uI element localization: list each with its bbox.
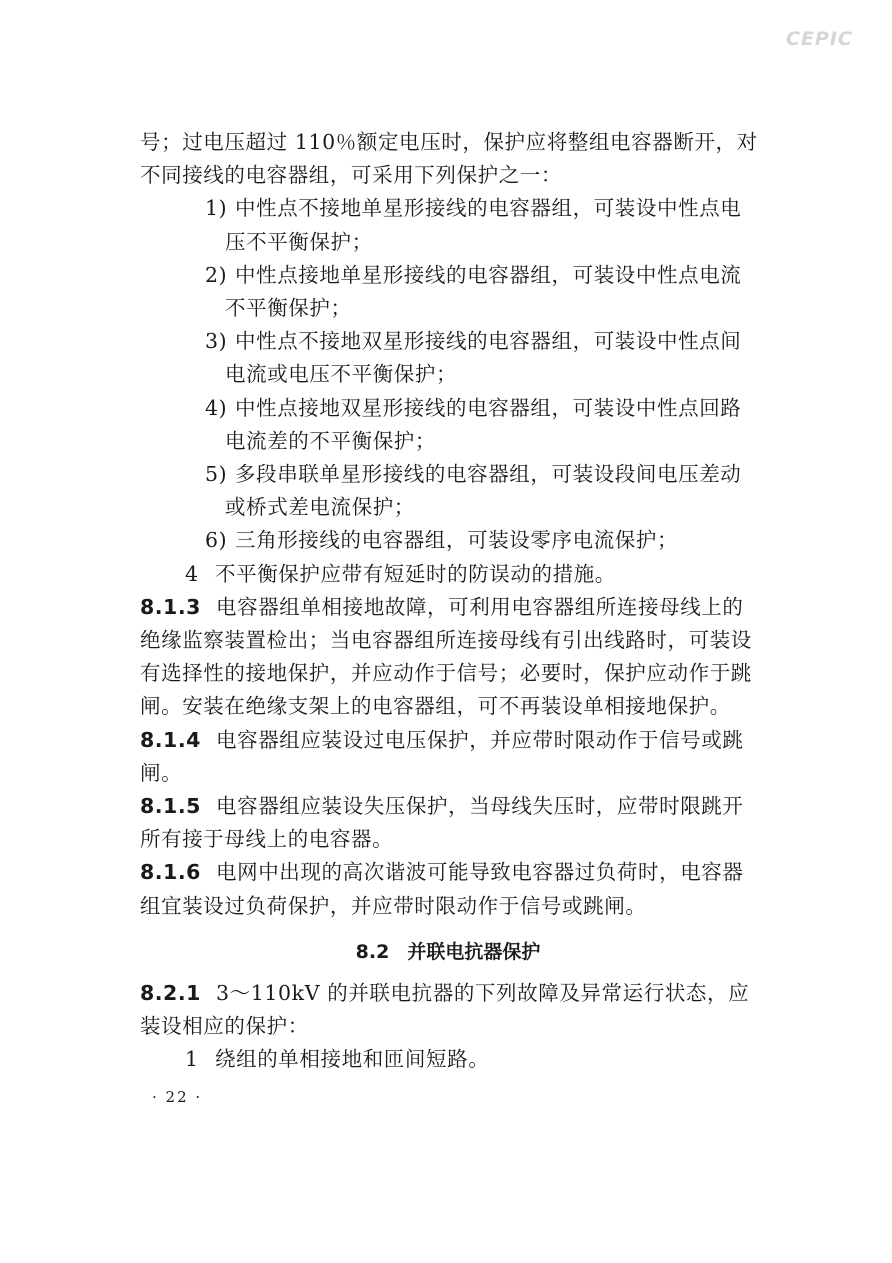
paragraph-line: 所有接于母线上的电容器。 [140,827,394,852]
list-item-text: 压不平衡保护； [225,229,373,254]
clause-number: 8.1.5 [140,794,201,819]
section-heading [140,937,756,967]
list-item [140,524,756,557]
list-item [140,392,756,425]
list-item-continuation [140,226,756,259]
clause-number: 8.1.6 [140,860,201,885]
list-item-continuation [140,358,756,391]
clause-text: 电网中出现的高次谐波可能导致电容器过负荷时，电容器 [216,860,744,885]
clause-text: 电容器组应装设失压保护，当母线失压时，应带时限跳开 [216,794,744,819]
list-item [140,192,756,225]
paragraph-line: 不同接线的电容器组，可采用下列保护之一： [140,163,562,188]
numbered-point [140,1043,756,1076]
list-item-number: 2) [205,262,228,287]
section-number: 8.2 [355,940,390,963]
clause-text: 电容器组应装设过电压保护，并应带时限动作于信号或跳 [216,727,744,752]
point-text: 不平衡保护应带有短延时的防误动的措施。 [215,561,616,586]
clause-line [140,790,756,823]
list-item-continuation [140,292,756,325]
list-item-number: 1) [205,196,228,221]
clause-line [140,724,756,757]
list-item [140,458,756,491]
list-item-text: 中性点接地单星形接线的电容器组，可装设中性点电流 [235,262,742,287]
paragraph-line: 组宜装设过负荷保护，并应带时限动作于信号或跳闸。 [140,893,647,918]
list-item-number: 5) [205,462,228,487]
point-number: 1 [185,1047,199,1072]
list-item-text: 中性点不接地双星形接线的电容器组，可装设中性点间 [235,329,742,354]
list-item-number: 6) [205,528,228,553]
clause-text: 电容器组单相接地故障，可利用电容器组所连接母线上的 [216,594,744,619]
list-item-continuation [140,425,756,458]
section-title-text: 并联电抗器保护 [407,940,541,963]
paragraph-line: 闸。安装在绝缘支架上的电容器组，可不再装设单相接地保护。 [140,694,731,719]
paragraph-line: 闸。 [140,760,183,785]
point-number: 4 [185,561,199,586]
numbered-point [140,558,756,591]
point-text: 绕组的单相接地和匝间短路。 [215,1047,490,1072]
clause-number: 8.1.4 [140,727,201,752]
list-item-text: 三角形接线的电容器组，可装设零序电流保护； [235,528,679,553]
paragraph-line: 有选择性的接地保护，并应动作于信号；必要时，保护应动作于跳 [140,661,752,686]
clause-number: 8.2.1 [140,980,201,1005]
paragraph-line: 绝缘监察装置检出；当电容器组所连接母线有引出线路时，可装设 [140,628,752,653]
list-item-text: 多段串联单星形接线的电容器组，可装设段间电压差动 [235,462,742,487]
list-item-text: 不平衡保护； [225,296,352,321]
cepic-watermark-logo: CEPIC [786,28,853,50]
list-item-text: 中性点接地双星形接线的电容器组，可装设中性点回路 [235,395,742,420]
clause-line [140,591,756,624]
list-item-number: 4) [205,395,228,420]
paragraph-line: 装设相应的保护： [140,1014,309,1039]
list-item-text: 电流差的不平衡保护； [225,428,436,453]
list-item-text: 或桥式差电流保护； [225,495,415,520]
list-item-text: 中性点不接地单星形接线的电容器组，可装设中性点电 [235,196,742,221]
list-item-number: 3) [205,329,228,354]
paragraph-line: 号；过电压超过 110％额定电压时，保护应将整组电容器断开，对 [140,130,758,154]
list-item-continuation [140,491,756,524]
clause-line [140,856,756,889]
clause-number: 8.1.3 [140,594,201,619]
list-item [140,325,756,358]
document-page-body [140,126,756,1076]
list-item-text: 电流或电压不平衡保护； [225,362,458,387]
list-item [140,259,756,292]
page-number: · 22 · [152,1088,203,1106]
clause-text: 3～110kV 的并联电抗器的下列故障及异常运行状态，应 [216,980,750,1005]
clause-line [140,977,756,1010]
